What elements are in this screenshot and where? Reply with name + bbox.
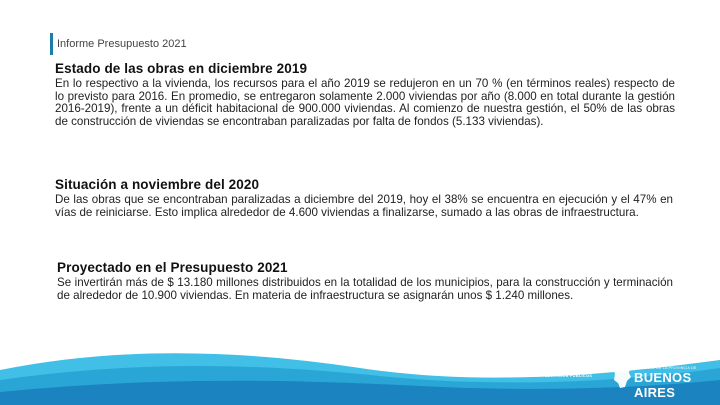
brand-name: BUENOS AIRES: [634, 370, 692, 400]
province-map-icon: [612, 359, 632, 389]
ministry-logo: [497, 368, 607, 378]
section-status-december-2019: [55, 61, 675, 128]
section-status-november-2020: [55, 177, 673, 219]
ministry-line2: INFRAESTRUCTURA Y SERVICIOS PÚBLICOS: [497, 373, 593, 378]
section-heading: Situación a noviembre del 2020: [55, 177, 260, 192]
ministry-line1: MINISTERIO DE: [497, 368, 530, 373]
header-accent-bar: [50, 33, 53, 55]
section-heading: Estado de las obras en diciembre 2019: [55, 61, 308, 76]
section-body: Se invertirán más de $ 13.180 millones distribuidos en la totalidad de los municipios, para la construcción y terminación de alrededor de 10.900 viviendas. En materia de infraestructura se asignarán unos $ 1.240 millones.: [57, 276, 673, 302]
section-body: En lo respectivo a la vivienda, los recursos para el año 2019 se redujeron en un 70 % (en términos reales) respecto de lo previsto para 2016. En promedio, se entregaron solamente 2.000 viviendas por año (8.000 en total durante la gestión 2016-2019), frente a un déficit habitacional de 900.000 viviendas. Al comienzo de nuestra gestión, el 50% de las obras de construcción de viviendas se encontraban paralizadas por falta de fondos (5.133 viviendas).: [55, 77, 675, 128]
section-heading: Proyectado en el Presupuesto 2021: [57, 260, 288, 275]
government-logo: [634, 366, 720, 400]
government-line: GOBIERNO DE LA PROVINCIA DE: [634, 366, 697, 370]
report-title: Informe Presupuesto 2021: [57, 38, 187, 50]
section-budget-2021: [57, 260, 673, 302]
section-body: De las obras que se encontraban paralizadas a diciembre del 2019, hoy el 38% se encuentra en ejecución y el 47% en vías de reiniciarse. Esto implica alrededor de 4.600 viviendas a finalizarse, sumado a las obras de infraestructura.: [55, 193, 673, 219]
